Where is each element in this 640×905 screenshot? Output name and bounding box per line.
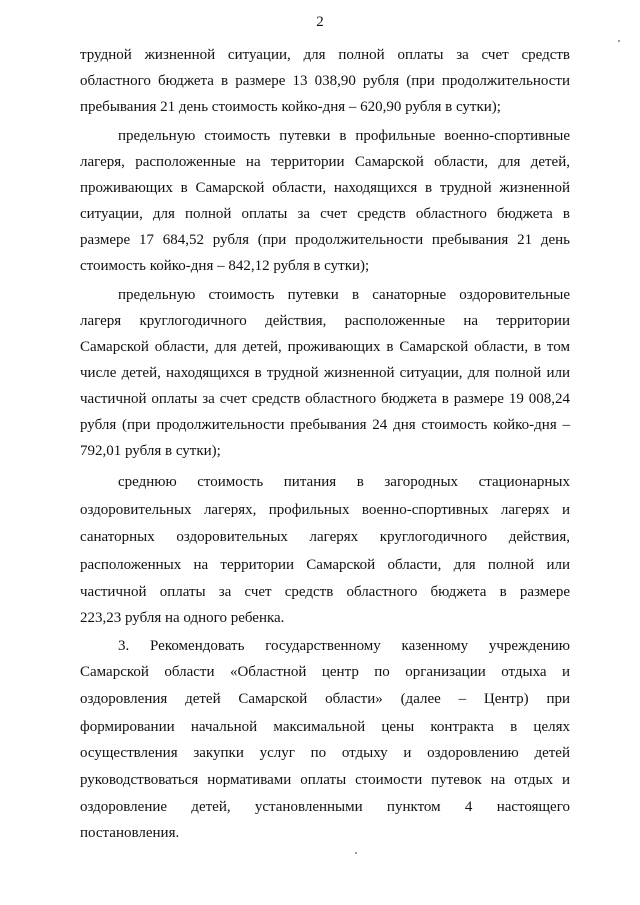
text-line: 223,23 рубля на одного ребенка. xyxy=(80,610,285,626)
text-line: лагеря, расположенные на территории Самарской области, для детей, xyxy=(80,154,570,170)
page-number: 2 xyxy=(316,14,324,30)
scan-speck xyxy=(618,40,620,42)
text-line: руководствоваться нормативами оплаты стоимости путевок на отдых и xyxy=(80,772,570,788)
text-line: пребывания 21 день стоимость койко-дня – 620,90 рубля в сутки); xyxy=(80,99,501,115)
text-line: Самарской области «Областной центр по организации отдыха и xyxy=(80,664,570,680)
text-line: осуществления закупки услуг по отдыху и оздоровлению детей xyxy=(80,745,570,761)
text-line: размере 17 684,52 рубля (при продолжительности пребывания 21 день xyxy=(80,232,570,248)
text-line: частичной оплаты за счет средств областного бюджета в размере 19 008,24 xyxy=(80,391,570,407)
text-line: трудной жизненной ситуации, для полной оплаты за счет средств xyxy=(80,47,570,63)
text-line: формировании начальной максимальной цены контракта в целях xyxy=(80,719,570,735)
text-line: Самарской области, для детей, проживающих в Самарской области, в том xyxy=(80,339,570,355)
text-line: оздоровления детей Самарской области» (далее – Центр) при xyxy=(80,691,570,707)
text-line: проживающих в Самарской области, находящихся в трудной жизненной xyxy=(80,180,570,196)
text-line: 3. Рекомендовать государственному казенному учреждению xyxy=(118,638,570,654)
text-line: лагеря круглогодичного действия, расположенные на территории xyxy=(80,313,570,329)
text-line: областного бюджета в размере 13 038,90 рубля (при продолжительности xyxy=(80,73,570,89)
text-line: предельную стоимость путевки в санаторные оздоровительные xyxy=(118,287,570,303)
text-line: расположенных на территории Самарской области, для полной или xyxy=(80,557,570,573)
text-line: предельную стоимость путевки в профильные военно-спортивные xyxy=(118,128,570,144)
scan-speck xyxy=(355,852,357,854)
text-line: постановления. xyxy=(80,825,180,841)
text-line: санаторных оздоровительных лагерях круглогодичного действия, xyxy=(80,529,570,545)
text-line: оздоровительных лагерях, профильных военно-спортивных лагерях и xyxy=(80,502,570,518)
text-line: частичной оплаты за счет средств областного бюджета в размере xyxy=(80,584,570,600)
text-line: рубля (при продолжительности пребывания 24 дня стоимость койко-дня – xyxy=(80,417,570,433)
text-line: оздоровление детей, установленными пунктом 4 настоящего xyxy=(80,799,570,815)
text-line: числе детей, находящихся в трудной жизненной ситуации, для полной или xyxy=(80,365,570,381)
text-line: 792,01 рубля в сутки); xyxy=(80,443,221,459)
text-line: среднюю стоимость питания в загородных стационарных xyxy=(118,474,570,490)
text-line: ситуации, для полной оплаты за счет средств областного бюджета в xyxy=(80,206,570,222)
text-line: стоимость койко-дня – 842,12 рубля в сутки); xyxy=(80,258,370,274)
